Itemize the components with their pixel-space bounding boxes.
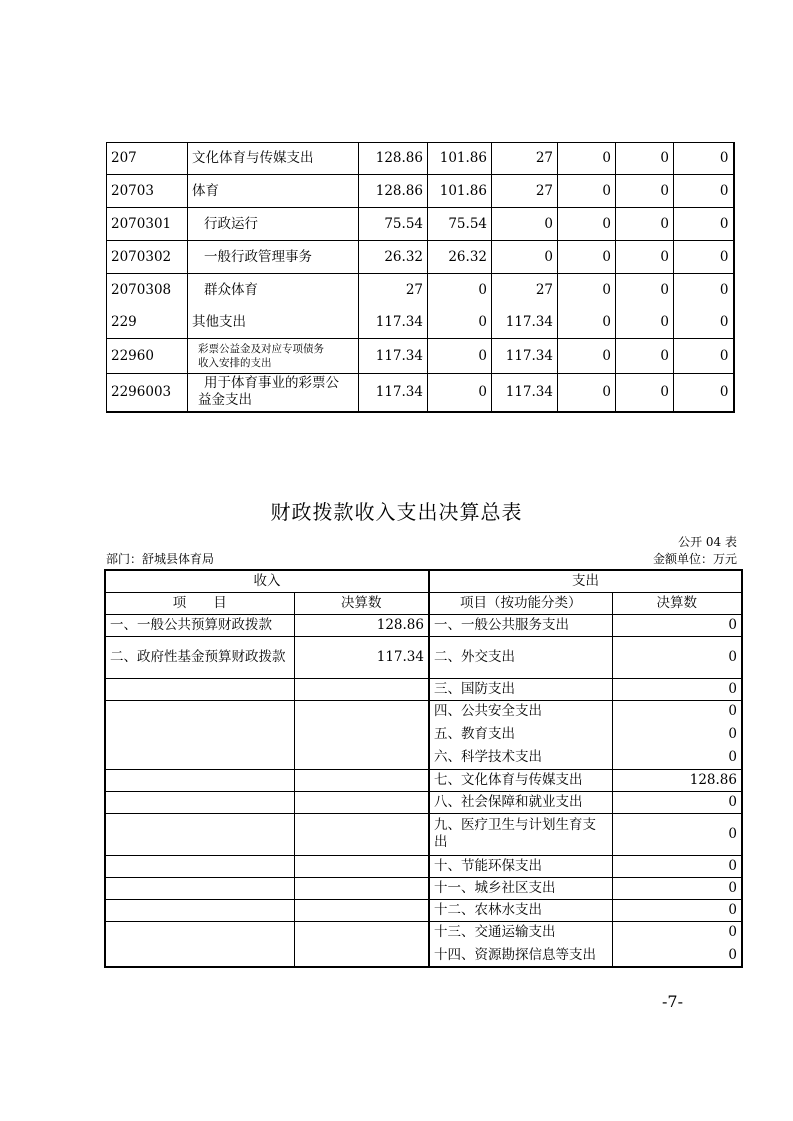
row-name: 其他支出 xyxy=(188,307,359,339)
fiscal-summary-table xyxy=(104,569,743,968)
expense-item: 一、一般公共服务支出 xyxy=(429,614,612,636)
row-name-line: 收入安排的支出 xyxy=(198,357,272,369)
row-value: 0 xyxy=(558,307,616,339)
row-value: 0 xyxy=(492,208,558,241)
column-header-amount: 决算数 xyxy=(294,592,429,614)
row-value: 0 xyxy=(492,241,558,274)
row-value: 0 xyxy=(674,274,734,307)
table-row xyxy=(107,339,734,374)
row-value: 75.54 xyxy=(359,208,428,241)
row-value: 0 xyxy=(428,274,492,307)
section-title: 财政拨款收入支出决算总表 xyxy=(270,500,523,524)
table-row xyxy=(107,143,734,175)
income-item-empty xyxy=(105,899,294,921)
row-value: 26.32 xyxy=(428,241,492,274)
expense-item: 六、科学技术支出 xyxy=(429,746,612,769)
table-header-row xyxy=(105,570,742,592)
expense-value: 0 xyxy=(612,899,742,921)
row-name: 一般行政管理事务 xyxy=(188,241,359,274)
table-row xyxy=(105,921,742,944)
expense-value: 0 xyxy=(612,636,742,678)
column-header-item: 项 目 xyxy=(105,592,294,614)
table-row xyxy=(105,813,742,855)
row-code: 2070302 xyxy=(107,241,188,274)
income-item: 二、政府性基金预算财政拨款 xyxy=(105,636,294,678)
row-name: 行政运行 xyxy=(188,208,359,241)
income-item-empty xyxy=(105,769,294,791)
income-value-empty xyxy=(294,678,429,700)
income-value-empty xyxy=(294,791,429,813)
row-name-line: 彩票公益金及对应专项债务 xyxy=(198,342,324,355)
row-value: 0 xyxy=(616,339,674,374)
row-value: 128.86 xyxy=(359,143,428,175)
expense-item: 十二、农林水支出 xyxy=(429,899,612,921)
row-value: 0 xyxy=(674,374,734,412)
table-row xyxy=(107,175,734,208)
row-value: 0 xyxy=(616,274,674,307)
table-row xyxy=(105,636,742,678)
income-value-empty xyxy=(294,769,429,791)
table-row xyxy=(105,769,742,791)
row-value: 0 xyxy=(674,175,734,208)
table-row xyxy=(105,678,742,700)
row-value: 0 xyxy=(674,339,734,374)
expense-value: 0 xyxy=(612,678,742,700)
form-code: 公开 04 表 xyxy=(678,535,737,549)
row-value: 26.32 xyxy=(359,241,428,274)
table-row xyxy=(105,614,742,636)
unit-label: 金额单位：万元 xyxy=(652,552,737,566)
row-value: 0 xyxy=(616,241,674,274)
column-header-expense-item: 项目（按功能分类） xyxy=(429,592,612,614)
row-code: 207 xyxy=(107,143,188,175)
expense-item: 四、公共安全支出 xyxy=(429,700,612,723)
row-value: 0 xyxy=(616,143,674,175)
row-value: 0 xyxy=(428,307,492,339)
row-value: 27 xyxy=(492,175,558,208)
expense-value: 0 xyxy=(612,746,742,769)
expense-item: 三、国防支出 xyxy=(429,678,612,700)
expense-value: 0 xyxy=(612,855,742,877)
row-value: 0 xyxy=(558,143,616,175)
row-value: 101.86 xyxy=(428,175,492,208)
income-item: 一、一般公共预算财政拨款 xyxy=(105,614,294,636)
row-value: 27 xyxy=(492,143,558,175)
expense-value: 0 xyxy=(612,921,742,944)
income-value: 128.86 xyxy=(294,614,429,636)
row-code: 2070308 xyxy=(107,274,188,307)
expense-item: 八、社会保障和就业支出 xyxy=(429,791,612,813)
income-item-empty xyxy=(105,855,294,877)
income-value-empty xyxy=(294,813,429,855)
expense-header: 支出 xyxy=(429,570,742,592)
expense-item: 十四、资源勘探信息等支出 xyxy=(429,944,612,967)
row-name-line: 用于体育事业的彩票公 xyxy=(204,375,339,392)
row-value: 0 xyxy=(616,208,674,241)
column-header-expense-amount: 决算数 xyxy=(612,592,742,614)
expense-value: 0 xyxy=(612,877,742,899)
row-value: 0 xyxy=(674,241,734,274)
row-value: 117.34 xyxy=(492,339,558,374)
table-row xyxy=(107,208,734,241)
expense-value: 0 xyxy=(612,723,742,746)
table-row xyxy=(107,307,734,339)
row-code: 22960 xyxy=(107,339,188,374)
row-value: 117.34 xyxy=(492,374,558,412)
row-name: 体育 xyxy=(188,175,359,208)
income-value-empty xyxy=(294,921,429,967)
table-row xyxy=(107,241,734,274)
table-row xyxy=(105,855,742,877)
table-row xyxy=(107,274,734,307)
page-number: -7- xyxy=(662,992,683,1011)
income-value-empty xyxy=(294,700,429,769)
expenditure-detail-table xyxy=(106,142,735,413)
income-item-empty xyxy=(105,791,294,813)
row-code: 229 xyxy=(107,307,188,339)
income-item-empty xyxy=(105,813,294,855)
row-code: 2070301 xyxy=(107,208,188,241)
expense-value: 0 xyxy=(612,614,742,636)
income-item-empty xyxy=(105,700,294,769)
expense-item: 十三、交通运输支出 xyxy=(429,921,612,944)
income-value: 117.34 xyxy=(294,636,429,678)
expense-item: 二、外交支出 xyxy=(429,636,612,678)
income-item-empty xyxy=(105,921,294,967)
row-name xyxy=(188,374,359,412)
table-header-row xyxy=(105,592,742,614)
row-value: 0 xyxy=(674,143,734,175)
table-row xyxy=(107,374,734,412)
row-value: 0 xyxy=(558,339,616,374)
row-value: 0 xyxy=(428,339,492,374)
expense-value: 0 xyxy=(612,813,742,855)
table-row xyxy=(105,700,742,723)
expense-value: 0 xyxy=(612,791,742,813)
department-label: 部门：舒城县体育局 xyxy=(106,552,215,566)
income-item-empty xyxy=(105,877,294,899)
expense-item: 五、教育支出 xyxy=(429,723,612,746)
income-header: 收入 xyxy=(105,570,429,592)
row-value: 0 xyxy=(558,241,616,274)
row-value: 0 xyxy=(558,175,616,208)
expense-value: 0 xyxy=(612,700,742,723)
table-row xyxy=(105,791,742,813)
row-name: 群众体育 xyxy=(188,274,359,307)
row-name: 文化体育与传媒支出 xyxy=(188,143,359,175)
row-value: 117.34 xyxy=(359,339,428,374)
row-value: 75.54 xyxy=(428,208,492,241)
row-value: 0 xyxy=(616,374,674,412)
row-value: 0 xyxy=(428,374,492,412)
expense-value: 128.86 xyxy=(612,769,742,791)
row-value: 0 xyxy=(558,274,616,307)
row-value: 128.86 xyxy=(359,175,428,208)
row-value: 117.34 xyxy=(359,307,428,339)
expense-item: 十、节能环保支出 xyxy=(429,855,612,877)
expense-item: 九、医疗卫生与计划生育支出 xyxy=(429,813,612,855)
row-value: 0 xyxy=(558,208,616,241)
row-value: 0 xyxy=(674,208,734,241)
income-value-empty xyxy=(294,877,429,899)
expense-item: 十一、城乡社区支出 xyxy=(429,877,612,899)
expense-item: 七、文化体育与传媒支出 xyxy=(429,769,612,791)
row-value: 101.86 xyxy=(428,143,492,175)
table-row xyxy=(105,899,742,921)
income-value-empty xyxy=(294,855,429,877)
row-value: 0 xyxy=(558,374,616,412)
row-value: 0 xyxy=(674,307,734,339)
row-value: 117.34 xyxy=(359,374,428,412)
income-value-empty xyxy=(294,899,429,921)
row-code: 2296003 xyxy=(107,374,188,412)
row-name xyxy=(188,339,359,374)
row-value: 0 xyxy=(616,307,674,339)
table-row xyxy=(105,877,742,899)
row-value: 27 xyxy=(359,274,428,307)
row-value: 0 xyxy=(616,175,674,208)
row-value: 27 xyxy=(492,274,558,307)
row-code: 20703 xyxy=(107,175,188,208)
expense-value: 0 xyxy=(612,944,742,967)
income-item-empty xyxy=(105,678,294,700)
row-name-line: 益金支出 xyxy=(198,392,252,409)
row-value: 117.34 xyxy=(492,307,558,339)
